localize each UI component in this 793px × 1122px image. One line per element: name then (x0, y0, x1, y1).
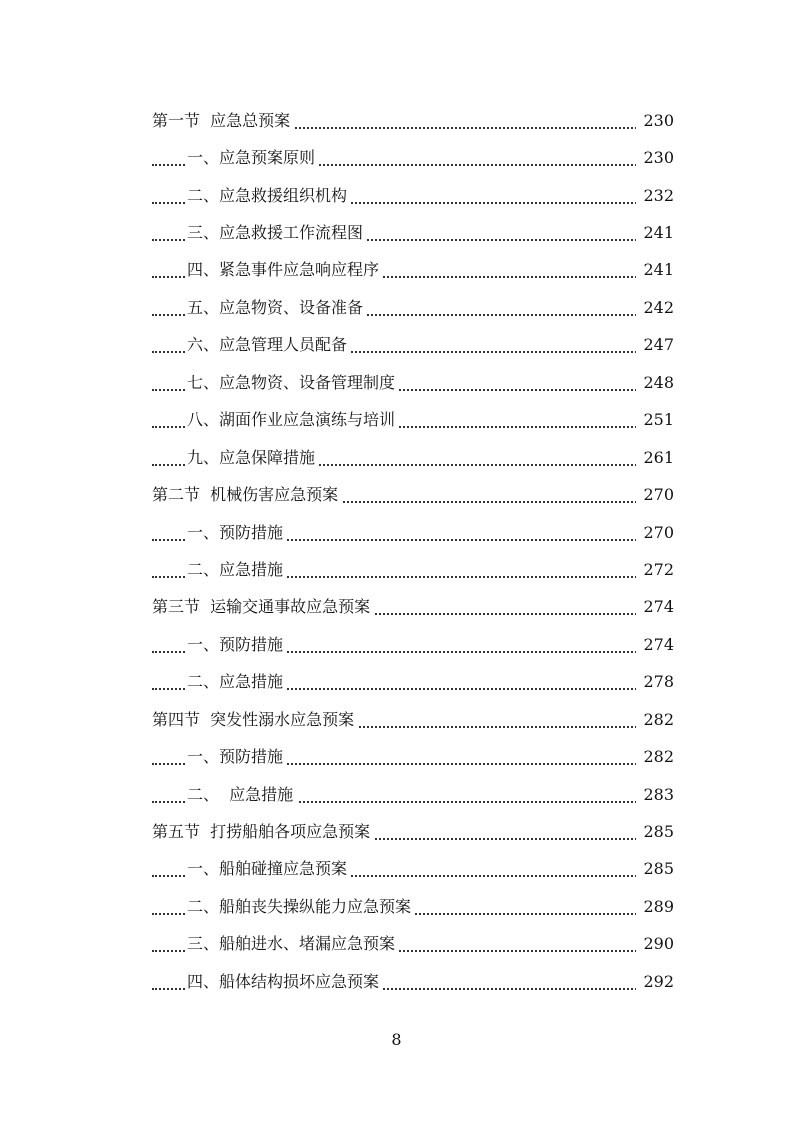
toc-entry[interactable] (0, 214, 793, 251)
toc-entry-title: 第一节 应急总预案 (152, 111, 294, 131)
toc-entry-title: 二、 应急措施 (187, 785, 297, 805)
toc-entry-title: 第四节 突发性溺水应急预案 (152, 710, 358, 730)
toc-entry[interactable] (0, 589, 793, 626)
toc-entry-page: 241 (636, 223, 674, 243)
toc-entry-page: 285 (636, 822, 674, 842)
toc-entry-page: 278 (636, 672, 674, 692)
toc-entry-page: 247 (636, 335, 674, 355)
toc-entry-title: 一、船舶碰撞应急预案 (187, 859, 351, 879)
table-of-contents (0, 102, 793, 1001)
toc-entry-title: 第三节 运输交通事故应急预案 (152, 597, 374, 617)
toc-entry-title: 三、应急救援工作流程图 (187, 223, 367, 243)
toc-entry[interactable] (0, 252, 793, 289)
toc-entry-page: 270 (636, 485, 674, 505)
toc-entry[interactable] (0, 888, 793, 925)
toc-entry[interactable] (0, 626, 793, 663)
toc-entry-title: 二、船舶丧失操纵能力应急预案 (187, 897, 415, 917)
toc-entry-page: 274 (636, 635, 674, 655)
toc-entry-page: 292 (636, 972, 674, 992)
toc-entry[interactable] (0, 177, 793, 214)
toc-entry[interactable] (0, 289, 793, 326)
toc-entry-page: 290 (636, 934, 674, 954)
toc-entry-page: 241 (636, 260, 674, 280)
toc-entry-title: 七、应急物资、设备管理制度 (187, 373, 399, 393)
toc-entry[interactable] (0, 514, 793, 551)
toc-entry[interactable] (0, 364, 793, 401)
toc-entry-title: 第二节 机械伤害应急预案 (152, 485, 342, 505)
toc-entry-page: 285 (636, 859, 674, 879)
toc-entry-title: 六、应急管理人员配备 (187, 335, 351, 355)
toc-entry-page: 282 (636, 747, 674, 767)
page-number: 8 (391, 1030, 402, 1049)
toc-entry[interactable] (0, 963, 793, 1000)
toc-entry[interactable] (0, 476, 793, 513)
toc-entry-title: 四、紧急事件应急响应程序 (187, 260, 383, 280)
toc-entry-page: 282 (636, 710, 674, 730)
toc-entry[interactable] (0, 776, 793, 813)
toc-entry-page: 283 (636, 785, 674, 805)
toc-entry-title: 三、船舶进水、堵漏应急预案 (187, 934, 399, 954)
toc-entry[interactable] (0, 813, 793, 850)
toc-entry-title: 九、应急保障措施 (187, 448, 319, 468)
toc-entry-title: 五、应急物资、设备准备 (187, 298, 367, 318)
toc-entry-page: 242 (636, 298, 674, 318)
toc-entry-page: 232 (636, 186, 674, 206)
toc-entry-page: 230 (636, 111, 674, 131)
toc-entry-page: 272 (636, 560, 674, 580)
toc-entry-title: 二、应急措施 (187, 672, 287, 692)
toc-entry-page: 230 (636, 148, 674, 168)
toc-entry-title: 四、船体结构损坏应急预案 (187, 972, 383, 992)
toc-entry-title: 一、应急预案原则 (187, 148, 319, 168)
toc-entry-title: 二、应急措施 (187, 560, 287, 580)
toc-entry[interactable] (0, 701, 793, 738)
toc-entry-page: 274 (636, 597, 674, 617)
toc-entry[interactable] (0, 738, 793, 775)
toc-entry-title: 一、预防措施 (187, 523, 287, 543)
toc-entry-title: 第五节 打捞船舶各项应急预案 (152, 822, 374, 842)
toc-entry-title: 一、预防措施 (187, 635, 287, 655)
toc-entry[interactable] (0, 926, 793, 963)
toc-entry[interactable] (0, 664, 793, 701)
toc-entry-title: 二、应急救援组织机构 (187, 186, 351, 206)
toc-entry-page: 289 (636, 897, 674, 917)
toc-entry-title: 八、湖面作业应急演练与培训 (187, 410, 399, 430)
toc-entry-page: 251 (636, 410, 674, 430)
toc-entry[interactable] (0, 402, 793, 439)
toc-entry[interactable] (0, 139, 793, 176)
toc-entry[interactable] (0, 102, 793, 139)
toc-entry[interactable] (0, 327, 793, 364)
toc-entry-page: 261 (636, 448, 674, 468)
toc-entry[interactable] (0, 439, 793, 476)
toc-entry-page: 248 (636, 373, 674, 393)
toc-entry[interactable] (0, 551, 793, 588)
toc-entry-page: 270 (636, 523, 674, 543)
toc-entry-title: 一、预防措施 (187, 747, 287, 767)
toc-entry[interactable] (0, 851, 793, 888)
